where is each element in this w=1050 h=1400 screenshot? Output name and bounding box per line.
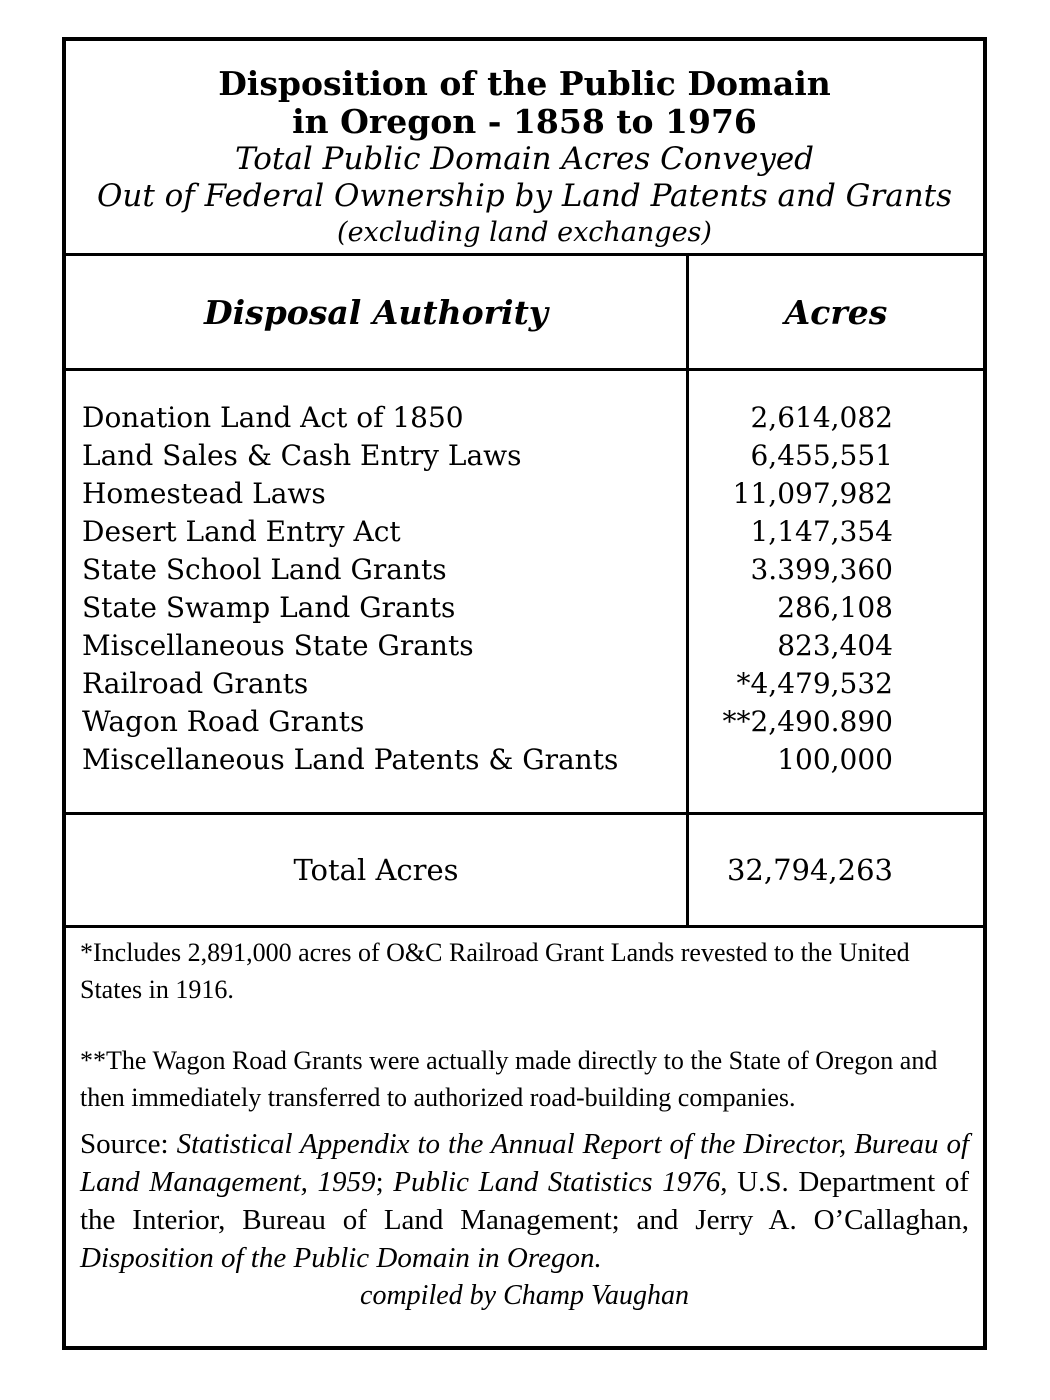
authority-row: State School Land Grants (82, 553, 447, 586)
acres-value: 823,404 (777, 629, 893, 662)
authority-column (66, 371, 686, 812)
compiled-by-credit: compiled by Champ Vaughan (360, 1280, 689, 1311)
source-separator-2: , U.S. Department of the Interior, Bureau of Land Management; and Jerry A. O’Callaghan, (80, 1166, 970, 1236)
footnote-wagon-road-grants: **The Wagon Road Grants were actually made directly to the State of Oregon and then immediately transferred to authorized road-building companies. (80, 1046, 938, 1112)
footnote-railroad-grants: *Includes 2,891,000 acres of O&C Railroad Grant Lands revested to the United States in 1916. (80, 938, 910, 1004)
authority-row: Wagon Road Grants (82, 705, 365, 738)
notes-section (66, 925, 983, 1346)
authority-row: Land Sales & Cash Entry Laws (82, 439, 522, 472)
acres-value: 6,455,551 (750, 439, 893, 472)
acres-value: **2,490.890 (722, 705, 893, 738)
source-title-2: Public Land Statistics 1976 (393, 1166, 721, 1198)
authority-row: Miscellaneous State Grants (82, 629, 474, 662)
subtitle-line-2: Out of Federal Ownership by Land Patents and Grants (96, 178, 953, 214)
authority-row: Railroad Grants (82, 667, 309, 700)
subtitle-exclusion-note: (excluding land exchanges) (337, 217, 712, 248)
title-block (66, 41, 983, 253)
acres-value: 100,000 (777, 743, 893, 776)
acres-value: *4,479,532 (736, 667, 893, 700)
acres-column (686, 371, 983, 812)
source-title-1: Statistical Appendix to the Annual Report of the Director, Bureau of Land Management, 1959 (80, 1128, 970, 1198)
authority-row: Homestead Laws (82, 477, 326, 510)
source-label: Source: (80, 1128, 177, 1160)
table-body (66, 368, 983, 812)
authority-row: Miscellaneous Land Patents & Grants (82, 743, 619, 776)
total-label: Total Acres (293, 853, 459, 887)
total-acres-value: 32,794,263 (686, 815, 983, 925)
source-paragraph (80, 1125, 969, 1277)
acres-value: 11,097,982 (732, 477, 893, 510)
table-header-row (66, 253, 983, 368)
authority-row: State Swamp Land Grants (82, 591, 456, 624)
column-header-acres: Acres (686, 256, 983, 368)
authority-row: Donation Land Act of 1850 (82, 401, 464, 434)
source-separator-1: ; (375, 1166, 394, 1198)
source-title-3: Disposition of the Public Domain in Oregon. (80, 1242, 602, 1274)
column-header-disposal-authority: Disposal Authority (204, 292, 548, 332)
acres-value: 286,108 (777, 591, 893, 624)
subtitle-line-1: Total Public Domain Acres Conveyed (234, 141, 815, 177)
acres-value: 1,147,354 (750, 515, 893, 548)
acres-value: 2,614,082 (750, 401, 893, 434)
document-frame (62, 37, 987, 1350)
title-line-2: in Oregon - 1858 to 1976 (292, 102, 757, 141)
authority-row: Desert Land Entry Act (82, 515, 401, 548)
title-line-1: Disposition of the Public Domain (218, 64, 831, 103)
acres-value: 3.399,360 (750, 553, 893, 586)
total-row (66, 812, 983, 925)
